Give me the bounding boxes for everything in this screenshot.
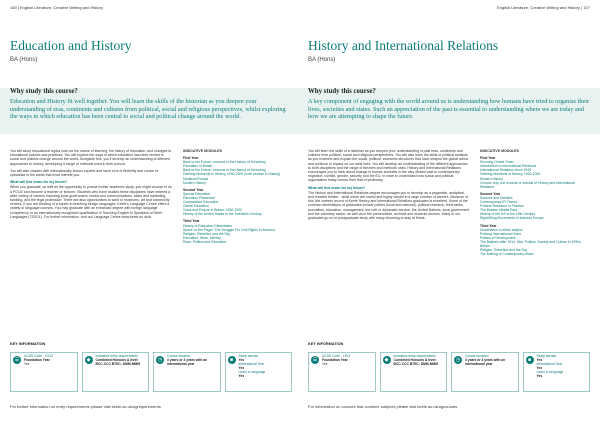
study-abroad-label: Study abroad: [536, 354, 557, 358]
body-paragraph: You will learn the skills of a historian as you deepen your understanding of past eras, continents and cultures from political, social and religious perspectives. You will also learn the skills of political analysis as you examine and explain the social, political, economic structures that have shaped the global arena and continue to impact on our daily lives. You will develop an understanding of the different approaches to both disciplines and the range of theories and methods used. History and International Relations encourages you to think about change in human societies in the very distant past to contemporary migration, conflict, gender, security and the EU, in order to understand how social and political organisation today comes from that of yesterday.: [308, 149, 468, 183]
future-heading: What will this mean for my future?: [10, 180, 68, 185]
list-icon: ☰: [14, 357, 20, 363]
international-year-label: International Year: [536, 361, 563, 366]
learn-language-value: Yes: [536, 373, 543, 378]
module-item: The Balkans after 1914: War, Politics, Society and Culture in 1990s Britain: [480, 239, 581, 248]
course-duration-value: 3 years or 4 years with an international year: [465, 357, 506, 366]
module-item: Right/Wing Movements in Interwar Europe: [480, 216, 544, 221]
module-item: Political Research in Practice: [480, 204, 524, 209]
foundation-year-value: Yes: [322, 361, 328, 366]
module-item: Sources and Debates: [480, 195, 513, 200]
module-item: History of the US in the 20th Century: [480, 212, 536, 217]
why-study-heading: Why study this course?: [308, 88, 376, 95]
study-abroad-value: Yes: [536, 357, 543, 362]
why-study-text: Education and History fit well together. You will learn the skills of the historian as you deepen your understanding of eras, continents and cultures from political, social and religious perspectives, whilst exploring the ways in which education has been central to social and political change around the world.: [10, 98, 286, 121]
year-label: Second Year: [183, 187, 204, 192]
running-head: 100 | English Literature, Creative Writing and History: [10, 5, 104, 10]
clock-icon: ◷: [157, 357, 163, 363]
foundation-year-label: Foundation Year: [322, 357, 348, 362]
modules-heading: INDICATIVE MODULES: [183, 149, 223, 153]
module-item: Education in Britain: [183, 164, 213, 169]
year-label: First Year: [183, 156, 199, 161]
module-item: Modern History: [480, 176, 503, 181]
module-item: Race, Politics and Education: [183, 239, 227, 244]
key-information-row: [10, 352, 292, 392]
clock-icon: ◷: [455, 357, 461, 363]
body-paragraph: You will take classes with internationally known experts and have a lot of flexibility and choice to specialise in the areas that most interest you.: [10, 168, 159, 178]
module-item: Class and Empire in Britain, 1830-1920: [183, 208, 242, 213]
modules-heading: INDICATIVE MODULES: [480, 149, 520, 153]
module-item: Politics of Development: [480, 235, 516, 240]
year-label: First Year: [480, 156, 496, 161]
study-abroad-box: [225, 352, 293, 392]
module-item: The Modern Middle East: [480, 208, 517, 213]
future-paragraph: When you graduate, as well as the opportunity to pursue further academic study, you might choose to do a PGCE and become a teacher or lecturer. Students who have studied these disciplines have entered a wide variety of careers including local government, media and communications, sales and marketing, banking, and the legal profession. There are also opportunities to work in museums, art and community centres. If you are thinking of a career in teaching foreign languages, Keele's Language Centre offers a variety of language courses. You may graduate with an enhanced degree with foreign language competency or an internationally recognised qualification in Teaching English to Speakers of Other Languages (TESOL). For further information, visit our Language Centre www.keele.ac.uk/lc: [10, 185, 172, 219]
study-abroad-label: Study abroad: [238, 354, 259, 358]
module-item: Back to the Future: Lessons in the History of Schooling: [183, 168, 266, 173]
page-title: Education and History: [10, 38, 132, 53]
module-item: Back to the Future: Lessons in the History of Schooling: [183, 160, 266, 165]
modules-column: [183, 149, 288, 244]
diamond-icon: ◆: [85, 356, 93, 364]
why-study-text: A key component of engaging with the world around us is understanding how humans have tried to organise their lives, societies and states. Such an appreciation of the past is essential to understanding where we are today and how we are attempting to shape the future.: [308, 98, 590, 121]
footer-note: For further information on entry requirements please visit keele.ac.uk/ugrequirements: [10, 404, 161, 409]
foundation-year-value: Yes: [24, 361, 30, 366]
entry-requirements-box: [380, 352, 448, 392]
module-item: Defining Moments in History, 1000-2000: [480, 172, 541, 177]
right-page: [300, 0, 600, 428]
study-abroad-box: [523, 352, 591, 392]
running-head: English Literature, Creative Writing and History | 107: [496, 5, 590, 10]
entry-requirements-box: [82, 352, 150, 392]
body-text-column: [10, 149, 172, 222]
study-abroad-value: Yes: [238, 357, 245, 362]
ucas-code: UCAS Code - L9V1: [322, 354, 351, 358]
entry-requirements-value: Combined Honours A level: BCC-CCC BTEC: DMM-MMM: [393, 357, 438, 366]
year-label: Second Year: [480, 191, 501, 196]
course-duration-box: [451, 352, 519, 392]
learn-language-label: Learn a Language: [536, 369, 564, 374]
module-item: Securing Global Order: [480, 160, 514, 165]
module-item: Introduction to International Relations: [480, 164, 537, 169]
module-item: International Relations since 1945: [480, 168, 532, 173]
entry-requirements-label: Indicative entry requirements: [95, 354, 138, 358]
module-item: Comparative Education: [183, 200, 219, 205]
module-item: Policing International Order: [480, 231, 522, 236]
course-duration-box: [153, 352, 221, 392]
globe-icon: ■: [526, 356, 534, 364]
module-item: History of the United States in the Twentieth Century: [183, 212, 262, 217]
learn-language-label: Learn a Language: [238, 369, 266, 374]
module-item: Religion, Rebellion and the Raj: [183, 231, 230, 236]
module-item: Contemporary IR Theory: [480, 200, 518, 205]
international-year-value: Yes: [238, 365, 245, 370]
ucas-code: UCAS Code - VX10: [24, 354, 53, 358]
course-duration-label: Course duration: [465, 354, 489, 358]
module-item: Choose only one module or outside of History and International Relations: [480, 180, 575, 189]
module-item: History of Education Dissertation: [183, 223, 233, 228]
why-study-box: [300, 88, 600, 134]
module-item: Space on the Page? The Struggle For Civil Rights in America: [183, 227, 275, 232]
degree-type: BA (Hons): [10, 57, 38, 63]
module-item: Medieval Europe: [183, 176, 209, 181]
entry-requirements-value: Combined Honours A level: BCC-CCC BTEC: DMM-MMM: [95, 357, 140, 366]
key-information-heading: KEY INFORMATION: [10, 342, 46, 346]
module-item: Education Placement: [183, 195, 216, 200]
foundation-year-label: Foundation Year: [24, 357, 50, 362]
degree-type: BA (Hons): [308, 57, 336, 63]
module-item: Education, Work, Identity: [183, 235, 221, 240]
entry-requirements-label: Indicative entry requirements: [393, 354, 436, 358]
why-study-box: [0, 88, 300, 134]
module-item: Special Education: [183, 191, 211, 196]
year-label: Third Year: [480, 223, 497, 228]
future-paragraph: The History and International Relations degree encourages you to develop as a pragmatic, analytical, and creative thinker - skills which are useful and highly valued in a large number of careers. Because of this, the careers record of Keele History and International Relations graduates is excellent. Some of the common destinations of graduates include politics (local and national), political research, think tanks, journalism, education, management, the civil or diplomatic service, the United Nations, local government and the voluntary sector, as well as in the preservation, archival and museum sectors. Many of our graduates go on to postgraduate study with many choosing to stay at Keele.: [308, 190, 470, 221]
ucas-code-box: [308, 352, 376, 392]
why-study-heading: Why study this course?: [10, 88, 78, 95]
page-title: History and International Relations: [308, 38, 499, 53]
future-heading: What will this mean for my future?: [308, 185, 366, 190]
ucas-code-box: [10, 352, 78, 392]
learn-language-value: Yes: [238, 373, 245, 378]
globe-icon: ■: [228, 356, 236, 364]
international-year-label: International Year: [238, 361, 265, 366]
modules-column: [480, 149, 585, 256]
course-duration-value: 3 years or 4 years with an international year: [167, 357, 208, 366]
course-duration-label: Course duration: [167, 354, 191, 358]
module-item: Defining Moments in History, 1000-2000 (core module in History): [183, 172, 281, 177]
key-information-row: [308, 352, 590, 392]
diamond-icon: ◆: [383, 356, 391, 364]
body-paragraph: You will study educational topics such as the nature of learning, the history of education, and changes to educational policies and practices. You will explore the ways in which education has been central to social and political change around the world. Alongside this, you'll develop an understanding of different approaches to history, developing a range of methods used in their pursuit.: [10, 149, 172, 166]
module-item: Religion, Rebellion and the Raj: [480, 248, 527, 253]
body-text-column: [308, 149, 470, 223]
year-label: Third Year: [183, 219, 200, 224]
module-item: The Making of Contemporary Africa: [480, 252, 534, 257]
list-icon: ☰: [312, 357, 318, 363]
footer-note: For information on courses that combine subjects please visit keele.ac.uk/ugcourses: [308, 404, 458, 409]
module-item: Global Education: [183, 204, 209, 209]
module-item: Dissertation in either subject: [480, 227, 523, 232]
international-year-value: Yes: [536, 365, 543, 370]
module-item: Modern History: [183, 180, 206, 185]
key-information-heading: KEY INFORMATION: [308, 342, 344, 346]
